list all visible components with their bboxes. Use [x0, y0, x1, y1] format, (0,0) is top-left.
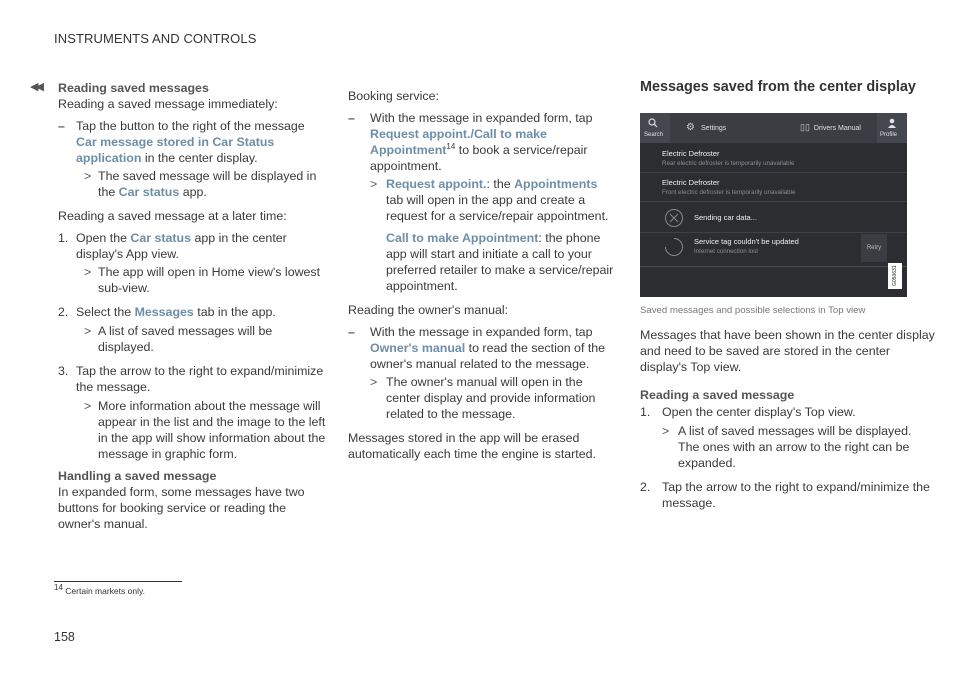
page-header: INSTRUMENTS AND CONTROLS	[54, 31, 257, 46]
person-icon	[887, 118, 897, 128]
search-icon	[648, 118, 658, 128]
message-front-defroster[interactable]: Electric Defroster Front electric defroster is temporarily unavailable	[662, 178, 796, 196]
step-3-result: > More information about the message will appear in the list and the image to the left in the app will show information about the message in graphic form.	[84, 399, 326, 461]
step-1-result: > The app will open in Home view's lowest sub-view.	[84, 265, 321, 295]
step-number: 3.	[58, 364, 69, 378]
bullet-request-appointment: – With the message in expanded form, tap Request appoint./Call to make Appointment$^{14}$ to book a service/repair appointment.	[348, 111, 593, 173]
ui-term: Appointments	[514, 177, 598, 191]
step-2: 2. Tap the arrow to the right to expand/minimize the message.	[640, 480, 930, 510]
message-sending-data: Sending car data...	[694, 213, 757, 222]
heading-reading-saved: Reading a saved message	[640, 388, 795, 402]
paragraph-booking: Booking service:	[348, 89, 439, 103]
step-number: 1.	[58, 231, 69, 245]
ui-term: Messages	[134, 305, 194, 319]
step-number: 2.	[640, 480, 651, 494]
result-manual-open: > The owner's manual will open in the center display and provide information related to the message.	[370, 375, 596, 421]
footnote-text: Certain markets only.	[65, 586, 145, 596]
divider	[640, 232, 907, 233]
divider	[640, 201, 907, 202]
search-label: Search	[644, 132, 664, 138]
result-marker: >	[84, 324, 92, 338]
cancel-icon[interactable]	[664, 208, 684, 228]
step-number: 2.	[58, 305, 69, 319]
message-service-tag[interactable]: Service tag couldn't be updated Internet connection lost	[694, 237, 799, 255]
footnote-rule	[54, 581, 182, 582]
result-marker: >	[84, 169, 92, 183]
paragraph-intro: Messages that have been shown in the center display and need to be saved are stored in the center display's Top view.	[640, 328, 935, 374]
image-id-label: G050631	[888, 263, 902, 289]
manual-label: Drivers Manual	[813, 125, 861, 132]
paragraph-manual: Reading the owner's manual:	[348, 303, 509, 317]
result-marker: >	[370, 375, 378, 389]
search-button[interactable]	[640, 113, 670, 143]
result-marker: >	[84, 265, 92, 279]
ui-term: Owner's manual	[370, 341, 466, 355]
paragraph-immediately: Reading a saved message immediately:	[58, 97, 278, 111]
center-display-screenshot	[640, 113, 907, 297]
message-rear-defroster[interactable]: Electric Defroster Rear electric defroster is temporarily unavailable	[662, 149, 795, 167]
result-marker: >	[370, 177, 378, 191]
heading-reading-saved-messages: Reading saved messages	[58, 81, 209, 95]
paragraph-handling: In expanded form, some messages have two buttons for booking service or reading the owner's manual.	[58, 485, 305, 531]
bullet-owners-manual: – With the message in expanded form, tap Owner's manual to read the section of the owner's manual related to the message.	[348, 325, 606, 371]
divider	[640, 266, 907, 267]
step-1: 1. Open the Car status app in the center display's App view.	[58, 231, 287, 261]
ui-term: Request appoint./Call to make Appointment	[370, 127, 547, 157]
drivers-manual-button[interactable]	[800, 122, 861, 152]
bullet-tap-button: – Tap the button to the right of the message Car message stored in Car Status application in the center display.	[58, 119, 305, 165]
step-2-result: > A list of saved messages will be displayed.	[84, 324, 273, 354]
column-2	[348, 88, 614, 462]
step-number: 1.	[640, 405, 651, 419]
settings-label: Settings	[700, 125, 727, 132]
footnote-ref: 14	[446, 141, 456, 151]
retry-button[interactable]: Retry	[861, 234, 887, 262]
spinner-icon	[664, 237, 684, 257]
result-call-appointment: Call to make Appointment: the phone app will start and initiate a call to your preferred retailer to make a service/repair appointment.	[386, 231, 614, 293]
step-2: 2. Select the Messages tab in the app.	[58, 305, 276, 319]
result-marker: >	[662, 424, 670, 438]
dash-marker: –	[58, 119, 65, 133]
section-title: Messages saved from the center display	[640, 79, 916, 95]
ui-term: Car status	[118, 185, 180, 199]
result-marker: >	[84, 399, 92, 413]
previous-page-icon[interactable]: ◀◀	[30, 81, 41, 93]
gear-icon: ⚙	[686, 122, 695, 133]
paragraph-erased: Messages stored in the app will be erased automatically each time the engine is started.	[348, 431, 596, 461]
step-1-result: > A list of saved messages will be displayed. The ones with an arrow to the right can be expanded.	[662, 424, 912, 470]
column-3	[640, 78, 936, 96]
step-3: 3. Tap the arrow to the right to expand/minimize the message.	[58, 364, 324, 394]
page-number: 158	[54, 630, 75, 644]
heading-handling: Handling a saved message	[58, 469, 217, 483]
profile-label: Profile	[880, 132, 898, 138]
ui-term: Car status	[130, 231, 192, 245]
image-caption: Saved messages and possible selections in Top view	[640, 305, 866, 316]
paragraph-later: Reading a saved message at a later time:	[58, 209, 287, 223]
column-3-body	[640, 303, 936, 511]
settings-button[interactable]	[686, 122, 726, 152]
footnote-number: 14	[54, 583, 63, 593]
dash-marker: –	[348, 111, 355, 125]
footnote	[54, 583, 145, 596]
step-1: 1. Open the center display's Top view.	[640, 405, 856, 419]
profile-button[interactable]	[877, 113, 907, 143]
ui-term: Request appoint.	[386, 177, 487, 191]
divider	[640, 172, 907, 173]
dash-marker: –	[348, 325, 355, 339]
column-1	[58, 80, 326, 532]
result-displayed: > The saved message will be displayed in the Car status app.	[84, 169, 317, 199]
ui-term: Call to make Appointment	[386, 231, 539, 245]
top-bar	[640, 113, 907, 143]
ui-term: Car message stored in Car Status application	[76, 135, 275, 165]
book-icon: ▯▯	[800, 122, 810, 132]
result-request-appoint: > Request appoint.: the Appointments tab will open in the app and create a request for a service/repair appointment.	[370, 177, 609, 223]
